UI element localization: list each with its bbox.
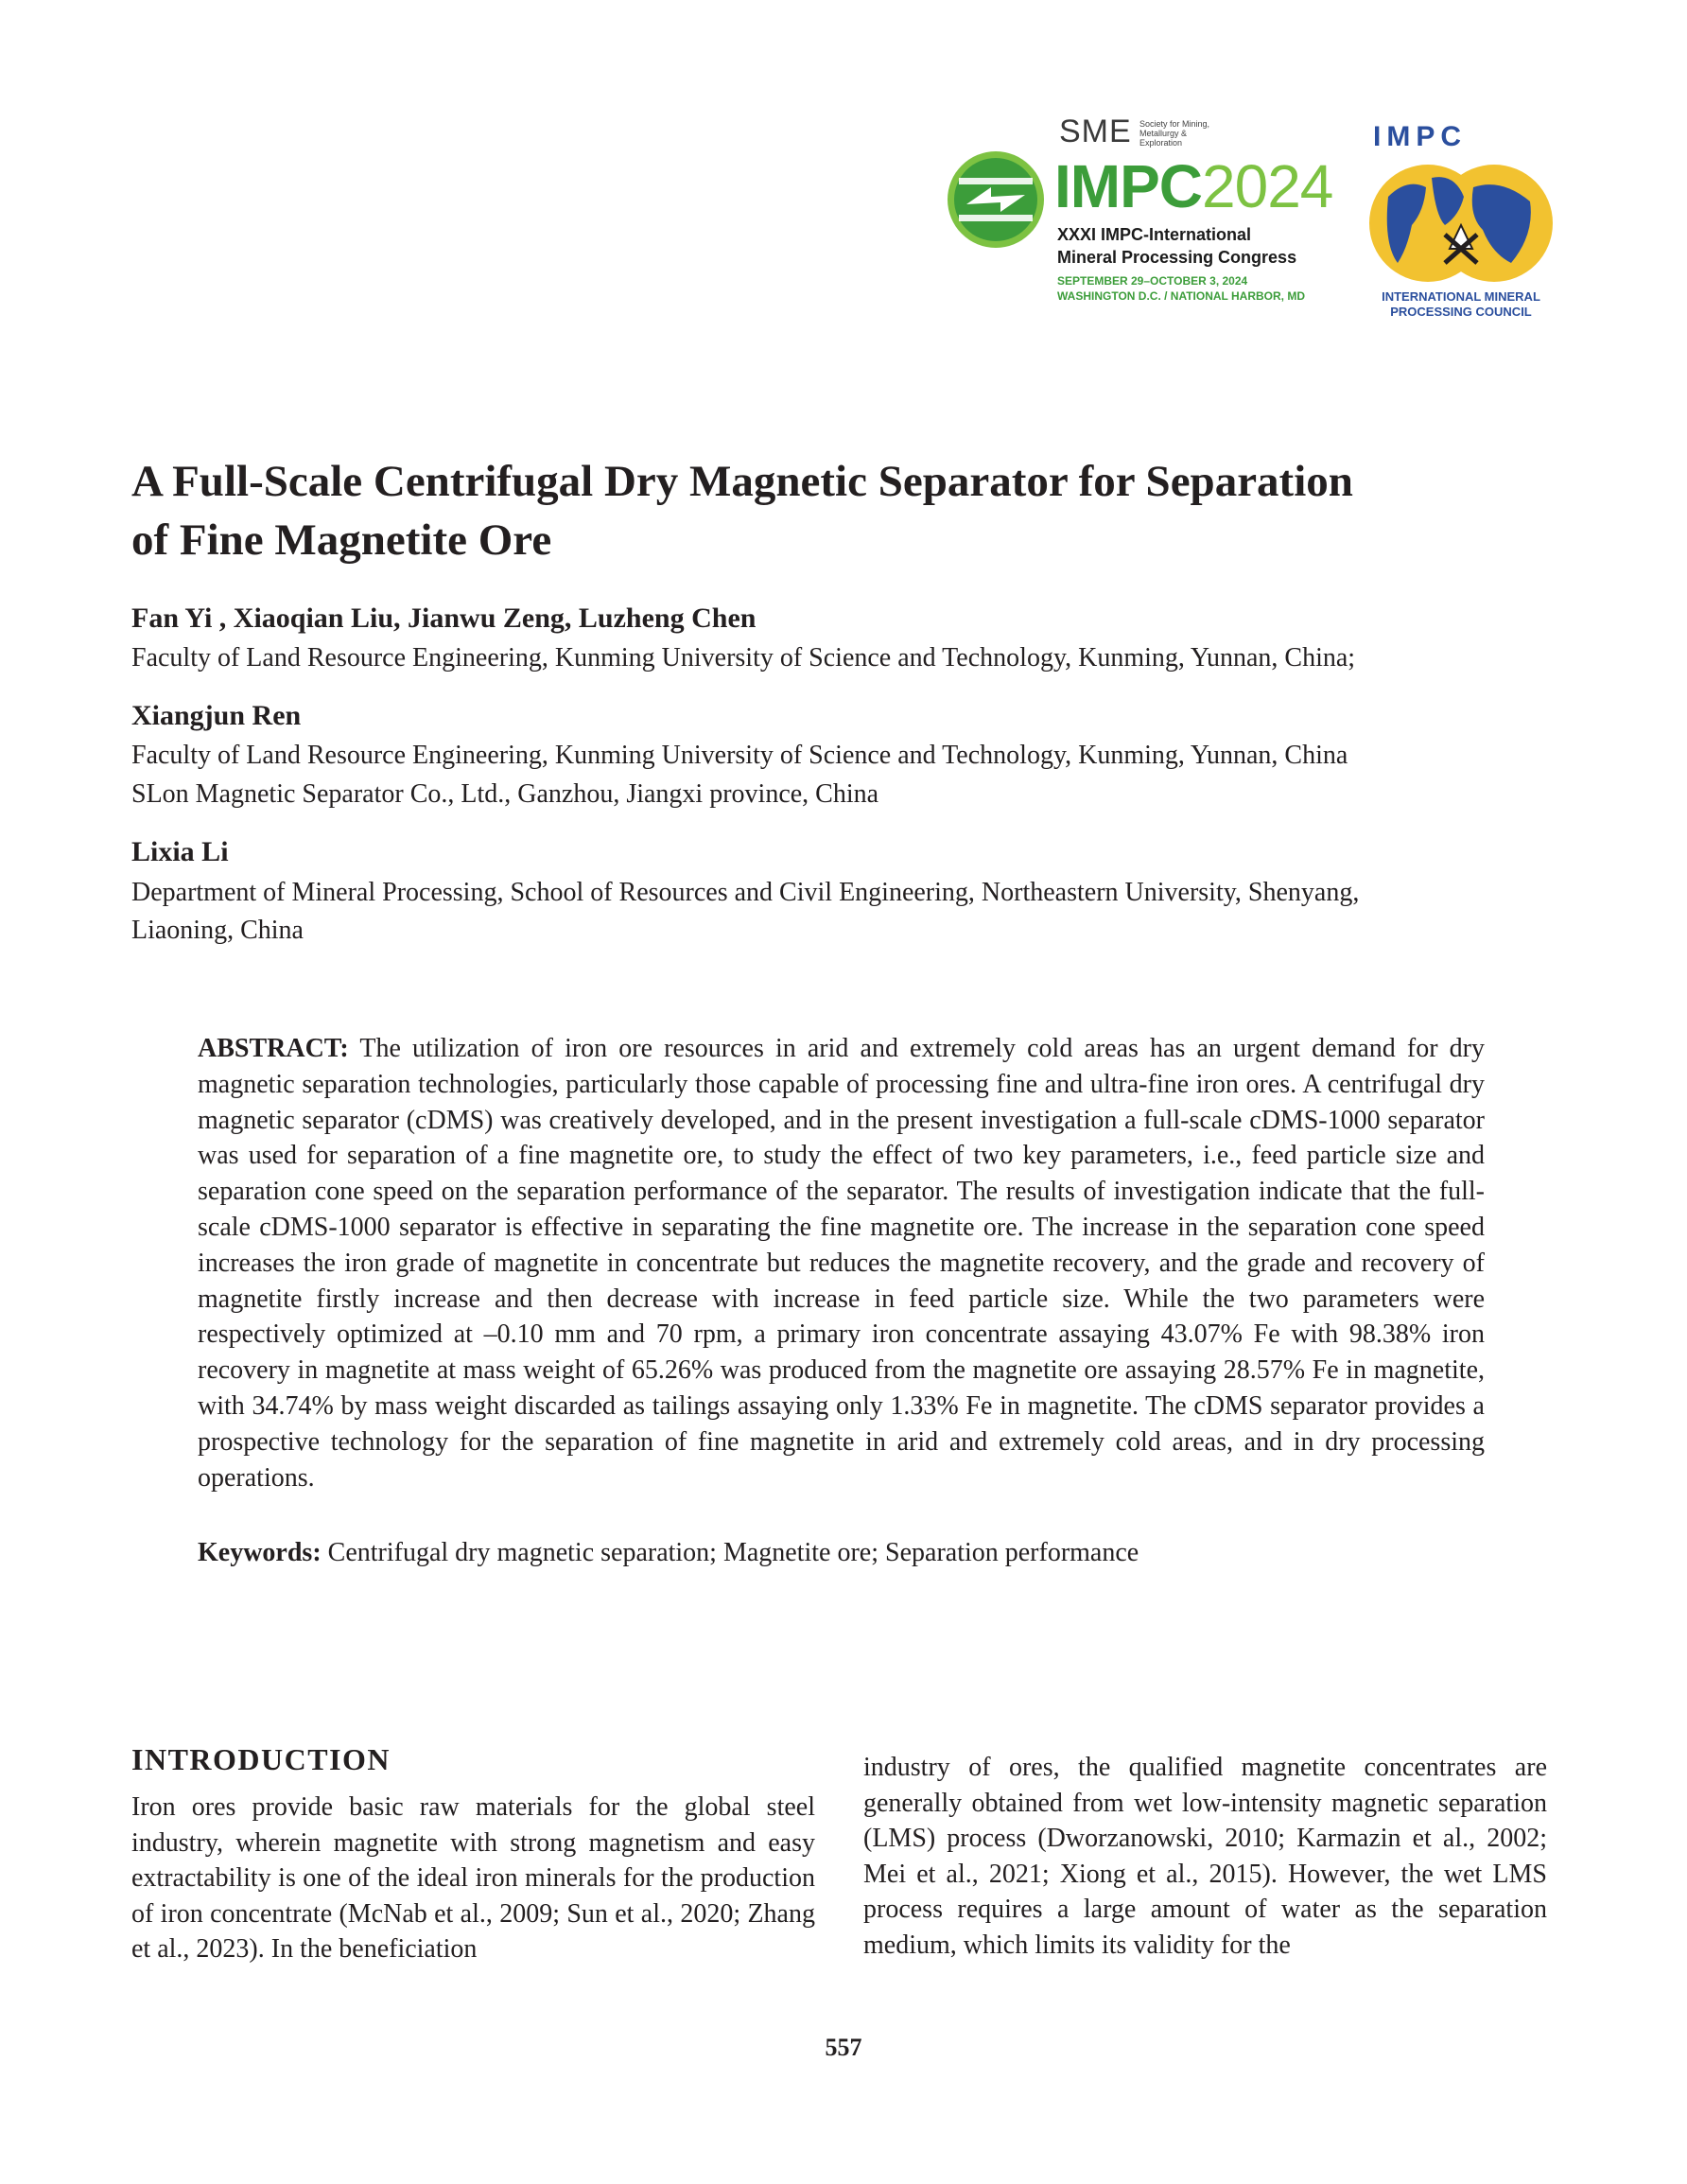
keywords-text: Centrifugal dry magnetic separation; Magnetite ore; Separation performance (327, 1538, 1139, 1567)
author-group-3-affiliation-2: Liaoning, China (131, 916, 304, 945)
congress-dates: SEPTEMBER 29–OCTOBER 3, 2024 (1057, 274, 1248, 288)
sme-wordmark: SME (1059, 114, 1132, 149)
impc-emblem-icon (946, 149, 1046, 250)
impc-wordmark-text: IMPC (1054, 152, 1202, 220)
council-name-line2: PROCESSING COUNCIL (1390, 305, 1532, 319)
council-logo-title: IMPC (1373, 121, 1467, 152)
congress-name-line1: XXXI IMPC-International (1057, 225, 1252, 244)
author-group-3-affiliation-1: Department of Mineral Processing, School of Resources and Civil Engineering, Northeastern University, Shenyang, (131, 878, 1360, 907)
impc2024-logo (946, 114, 1343, 331)
impc-council-logo (1362, 121, 1560, 329)
paper-title (131, 452, 1474, 569)
impc-year: 2024 (1202, 152, 1333, 220)
introduction-heading: INTRODUCTION (131, 1742, 391, 1776)
paper-title-line2: of Fine Magnetite Ore (131, 515, 552, 565)
sme-tagline: Society for Mining, Metallurgy & Exploration (1139, 119, 1210, 148)
author-group-2-names: Xiangjun Ren (131, 700, 302, 731)
congress-name-line2: Mineral Processing Congress (1057, 248, 1297, 267)
keywords-label: Keywords: (198, 1538, 322, 1567)
author-group-1-names: Fan Yi , Xiaoqian Liu, Jianwu Zeng, Luzheng Chen (131, 603, 757, 634)
page-number: 557 (825, 2034, 862, 2061)
council-name-line1: INTERNATIONAL MINERAL (1382, 289, 1540, 304)
paper-title-line1: A Full-Scale Centrifugal Dry Magnetic Separator for Separation (131, 457, 1353, 506)
congress-location: WASHINGTON D.C. / NATIONAL HARBOR, MD (1057, 289, 1305, 303)
intro-column-right: industry of ores, the qualified magnetite concentrates are generally obtained from wet low-intensity magnetic separation (LMS) process (Dworzanowski, 2010; Karmazin et al., 2002; Mei et al., 2021; Xiong et al., 2015). However, the wet LMS process requires a large amount of water as the separation medium, which limits its validity for the (863, 1753, 1547, 1960)
author-group-2-affiliation-1: Faculty of Land Resource Engineering, Kunming University of Science and Technology, Kunming, Yunnan, China (131, 741, 1348, 770)
author-group-2-affiliation-2: SLon Magnetic Separator Co., Ltd., Ganzhou, Jiangxi province, China (131, 779, 879, 809)
intro-column-left: Iron ores provide basic raw materials for the global steel industry, wherein magnetite with strong magnetism and easy extractability is one of the ideal iron minerals for the production of iron concentrate (McNab et al., 2009; Sun et al., 2020; Zhang et al., 2023). In the beneficiation (131, 1792, 815, 1965)
abstract-text: The utilization of iron ore resources in arid and extremely cold areas has an urgent demand for dry magnetic separation technologies, particularly those capable of processing fine and ultra-fine iron ores. A centrifugal dry magnetic separator (cDMS) was creatively developed, and in the present investigation a full-scale cDMS-1000 separator was used for separation of a fine magnetite ore, to study the effect of two key parameters, i.e., feed particle size and separation cone speed on the separation performance of the separator. The results of investigation indicate that the full-scale cDMS-1000 separator is effective in separating the fine magnetite ore. The increase in the separation cone speed increases the iron grade of magnetite in concentrate but reduces the magnetite recovery, and the grade and recovery of magnetite firstly increase and then decrease with increase in feed particle size. While the two parameters were respectively optimized at –0.10 mm and 70 rpm, a primary iron concentrate assaying 43.07% Fe with 98.38% iron recovery in magnetite at mass weight of 65.26% was produced from the magnetite ore assaying 28.57% Fe in magnetite, with 34.74% by mass weight discarded as tailings assaying only 1.33% Fe in magnetite. The cDMS separator provides a prospective technology for the separation of fine magnetite in arid and extremely cold areas, and in dry processing operations. (198, 1034, 1485, 1493)
author-group-1-affiliation: Faculty of Land Resource Engineering, Kunming University of Science and Technology, Kunming, Yunnan, China; (131, 643, 1356, 673)
abstract (198, 1031, 1485, 1495)
abstract-label: ABSTRACT: (198, 1034, 349, 1063)
globe-icon (1369, 159, 1553, 288)
author-group-3-names: Lixia Li (131, 836, 229, 867)
impc2024-wordmark (1054, 153, 1332, 219)
keywords (198, 1535, 1485, 1571)
